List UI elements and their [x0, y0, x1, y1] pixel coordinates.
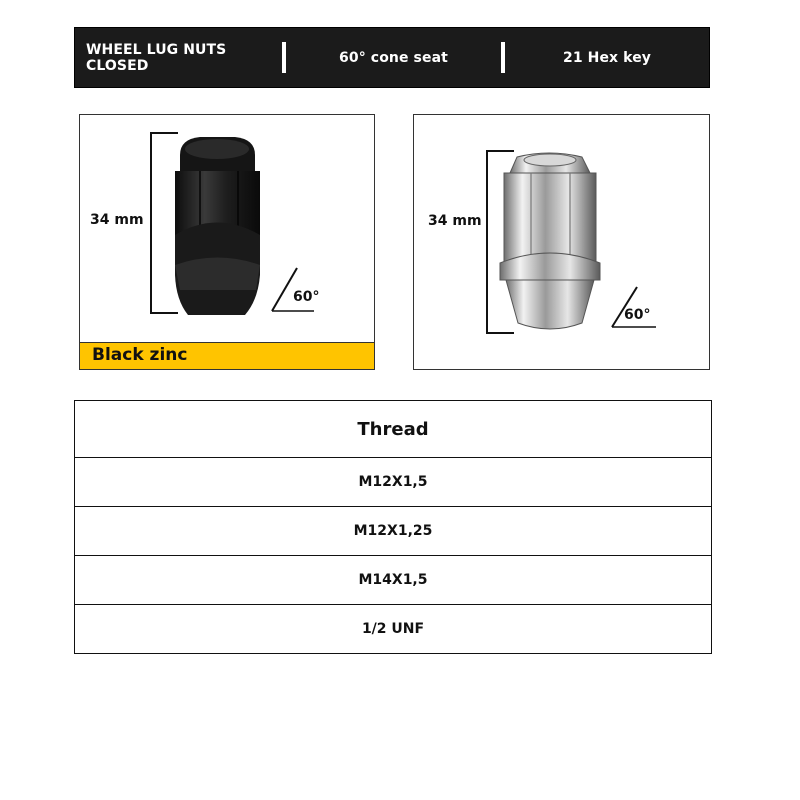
- seat-type-label: 60° cone seat: [339, 49, 448, 66]
- thread-table-header: Thread: [357, 418, 429, 440]
- product-panel-chrome: [413, 114, 710, 370]
- table-row: M12X1,25: [75, 506, 711, 555]
- variant-label: Black zinc: [80, 342, 374, 369]
- angle-label: 60°: [624, 307, 651, 323]
- height-label: 34 mm: [428, 213, 482, 229]
- height-dimension-line: [151, 133, 178, 313]
- angle-label: 60°: [293, 289, 320, 305]
- table-row: M14X1,5: [75, 555, 711, 604]
- table-row: M12X1,5: [75, 457, 711, 506]
- height-label: 34 mm: [90, 212, 144, 228]
- table-row: 1/2 UNF: [75, 604, 711, 653]
- product-type-label: WHEEL LUG NUTS CLOSED: [86, 41, 227, 74]
- thread-table: [74, 400, 712, 654]
- chrome-lug-nut-image: [414, 115, 711, 371]
- black-lug-nut-image: [80, 115, 376, 371]
- key-size-label: 21 Hex key: [562, 49, 652, 66]
- product-panel-black-zinc: [79, 114, 375, 370]
- spec-header-bar: [74, 27, 710, 88]
